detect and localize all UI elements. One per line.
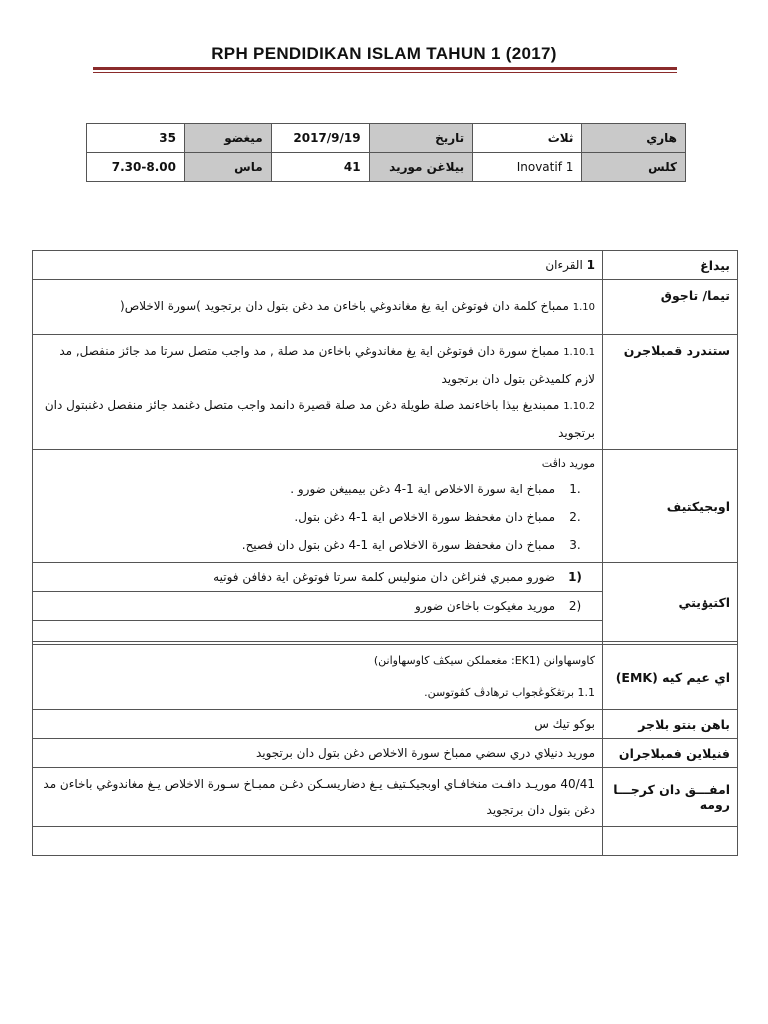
masa-label: ماس	[184, 153, 271, 182]
page-title: RPH PENDIDIKAN ISLAM TAHUN 1 (2017)	[211, 44, 557, 63]
objektif-num: 3.	[569, 538, 581, 552]
murid-label: بيلاغن موريد	[369, 153, 473, 182]
row-bahan	[33, 710, 738, 739]
kelas-label: كلس	[582, 153, 686, 182]
bidang-value: القرءان	[545, 258, 583, 272]
penilaian-value: موريد دنيلاي دري سضي ممباخ سورة الاخلاص دغن بتول دان برتجويد	[33, 739, 603, 768]
impak-value: 40/41 موريـد دافـت منخافـاي اوبجيكـتيف يـغ دضاريسـكن دغـن ممبـاخ سـورة الاخلاص يـغ مغاندوغي باخاءن مد دغن بتول دان برتجويد	[33, 768, 603, 827]
murid-value: 41	[271, 153, 369, 182]
tarikh-value: 2017/9/19	[271, 124, 369, 153]
standard-label: ستندرد قمبلاجرن	[603, 335, 738, 450]
emk-label: اي عيم كيه (EMK)	[603, 645, 738, 710]
hari-label: هاري	[582, 124, 686, 153]
aktiviti-num: 2)	[568, 599, 582, 613]
hari-value: ثلاث	[473, 124, 582, 153]
aktiviti-item	[40, 592, 595, 620]
row-penilaian	[33, 739, 738, 768]
objektif-intro: موريد داڤت	[541, 457, 595, 470]
impak-label: امفـــق دان كرجـــا رومه	[603, 768, 738, 827]
objektif-item	[40, 503, 595, 531]
masa-value: 7.30-8.00	[87, 153, 185, 182]
standard-text: ممباخ سورة دان فوتوغن اية يغ مغاندوغي باخاءن مد صلة , مد واجب متصل سرتا مد جائز منفصل, مد لازم كلميدغن بتول دان برتجويد	[59, 344, 595, 386]
aktiviti-text: ضورو ممبري فنراغن دان منوليس كلمة سرتا فوتوغن اية دفافن فوتيه	[213, 570, 555, 584]
aktiviti-num: 1)	[568, 570, 582, 584]
tarikh-label: تاريخ	[369, 124, 473, 153]
bahan-value: بوكو تيك س	[33, 710, 603, 739]
standard-code: 1.10.2	[563, 401, 595, 412]
header-row-2	[87, 153, 686, 182]
header-row-1	[87, 124, 686, 153]
row-standard	[33, 335, 738, 450]
row-emk	[33, 645, 738, 710]
objektif-label: اوبجيكتيف	[603, 450, 738, 563]
row-tema	[33, 280, 738, 335]
aktiviti-text: موريد مغيكوت باخاءن ضورو	[415, 599, 555, 613]
objektif-num: 2.	[569, 510, 581, 524]
bidang-label: بيداغ	[603, 251, 738, 280]
bidang-num: 1	[586, 258, 595, 272]
title-underline-thin	[93, 72, 677, 73]
kelas-value: Inovatif 1	[473, 153, 582, 182]
objektif-text: ممباخ اية سورة الاخلاص اية 1-4 دغن بيمبيغن ضورو .	[290, 482, 555, 496]
objektif-item	[40, 531, 595, 559]
title-underline	[93, 67, 677, 70]
emk-line-1: كاوسهاوانن (EK1: مغعملكن سيكڤ كاوسهاوانن)	[373, 654, 595, 667]
objektif-num: 1.	[569, 482, 581, 496]
row-objektif	[33, 450, 738, 563]
row-aktiviti	[33, 563, 738, 642]
tema-code: 1.10	[572, 302, 595, 313]
aktiviti-divider	[33, 620, 602, 621]
tema-label: تيما/ تاجوق	[603, 280, 738, 335]
objektif-item	[40, 475, 595, 503]
objektif-text: ممباخ دان مغحفظ سورة الاخلاص اية 1-4 دغن بتول.	[294, 510, 555, 524]
standard-item	[40, 392, 595, 446]
row-empty	[33, 827, 738, 856]
penilaian-label: فنيلاين فمبلاجران	[603, 739, 738, 768]
minggu-value: 35	[87, 124, 185, 153]
aktiviti-label: اكتيۏيتي	[603, 563, 738, 642]
tema-value: ممباخ كلمة دان فوتوغن اية يغ مغاندوغي باخاءن مد دغن بتول دان برتجويد )سورة الاخلاص(	[120, 299, 569, 313]
objektif-text: ممباخ دان مغحفظ سورة الاخلاص اية 1-4 دغن بتول دان فصيح.	[241, 538, 555, 552]
minggu-label: ميغضو	[184, 124, 271, 153]
row-impak	[33, 768, 738, 827]
aktiviti-item	[40, 563, 595, 591]
standard-code: 1.10.1	[563, 347, 595, 358]
row-bidang	[33, 251, 738, 280]
lesson-plan-table	[32, 250, 738, 856]
emk-line-2: 1.1 برتڠڬوڠجواب ترهادڤ كڤوتوسن.	[424, 686, 595, 699]
header-table	[86, 123, 686, 182]
standard-item	[40, 338, 595, 392]
standard-text: ممبنديغ بيذا باخاءنمد صلة طويلة دغن مد صلة قصيرة دانمد واجب متصل دغنمد جائز منفصل دغنبتول دان برتجويد	[44, 398, 595, 440]
bahan-label: باهن بنتو بلاجر	[603, 710, 738, 739]
